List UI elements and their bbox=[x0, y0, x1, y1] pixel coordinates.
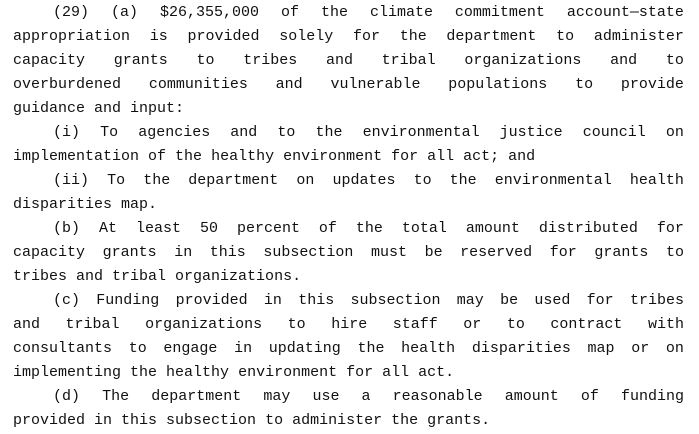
word: for bbox=[346, 364, 374, 381]
word: the bbox=[357, 340, 385, 357]
word: on bbox=[665, 124, 684, 141]
word: the bbox=[391, 412, 419, 429]
word: 50 bbox=[199, 220, 218, 237]
word: to bbox=[556, 28, 575, 45]
text-line bbox=[13, 169, 684, 193]
word: grants bbox=[113, 52, 168, 69]
word: disparities bbox=[471, 340, 571, 357]
text-line bbox=[13, 289, 684, 313]
word: to bbox=[575, 76, 594, 93]
word: environment bbox=[283, 148, 383, 165]
word: disparities bbox=[13, 196, 113, 213]
word: for bbox=[391, 148, 419, 165]
text-line bbox=[13, 361, 684, 385]
word: health bbox=[629, 172, 684, 189]
word: $26,355,000 bbox=[159, 4, 259, 21]
word: At bbox=[98, 220, 117, 237]
word: this bbox=[298, 292, 335, 309]
word: use bbox=[312, 388, 340, 405]
word: tribal bbox=[112, 268, 167, 285]
word: used bbox=[534, 292, 571, 309]
word: implementing bbox=[13, 364, 122, 381]
word: in bbox=[234, 340, 253, 357]
text-line bbox=[13, 145, 684, 169]
word: guidance bbox=[13, 100, 86, 117]
text-line bbox=[13, 73, 684, 97]
word: (c) bbox=[53, 292, 81, 309]
text-line bbox=[13, 241, 684, 265]
word: commitment bbox=[454, 4, 545, 21]
word: and bbox=[610, 52, 638, 69]
word: the bbox=[399, 28, 427, 45]
word: solely bbox=[279, 28, 334, 45]
word: the bbox=[320, 4, 348, 21]
word: implementation bbox=[13, 148, 140, 165]
word: map bbox=[587, 340, 615, 357]
word: engage bbox=[163, 340, 218, 357]
word: environmental bbox=[362, 124, 480, 141]
word: Funding bbox=[96, 292, 160, 309]
word: a bbox=[361, 388, 371, 405]
word: funding bbox=[620, 388, 684, 405]
word: tribes bbox=[629, 292, 684, 309]
word: least bbox=[135, 220, 181, 237]
word: to bbox=[665, 244, 684, 261]
text-line bbox=[13, 409, 684, 433]
word: (29) bbox=[53, 4, 90, 21]
word: climate bbox=[369, 4, 433, 21]
word: act; bbox=[463, 148, 500, 165]
word: of bbox=[148, 148, 167, 165]
word: grants bbox=[594, 244, 649, 261]
word: and bbox=[230, 124, 258, 141]
word: may bbox=[456, 292, 484, 309]
word: health bbox=[401, 340, 456, 357]
word: organizations bbox=[145, 316, 263, 333]
word: The bbox=[102, 388, 130, 405]
word: be bbox=[500, 292, 519, 309]
word: department bbox=[151, 388, 242, 405]
word: capacity bbox=[13, 244, 86, 261]
word: appropriation bbox=[13, 28, 131, 45]
word: (d) bbox=[53, 388, 81, 405]
word: of bbox=[318, 220, 337, 237]
word: (b) bbox=[53, 220, 81, 237]
word: may bbox=[263, 388, 291, 405]
word: in bbox=[174, 244, 193, 261]
word: amount bbox=[504, 388, 559, 405]
text-line bbox=[13, 121, 684, 145]
word: provided bbox=[175, 292, 248, 309]
text-line bbox=[13, 49, 684, 73]
word: the bbox=[175, 148, 203, 165]
word: percent bbox=[236, 220, 300, 237]
text-line bbox=[13, 385, 684, 409]
word: (a) bbox=[110, 4, 138, 21]
word: administer bbox=[292, 412, 383, 429]
word: subsection bbox=[166, 412, 257, 429]
word: to bbox=[413, 172, 432, 189]
word: and bbox=[275, 76, 303, 93]
word: and bbox=[76, 268, 104, 285]
word: council bbox=[582, 124, 646, 141]
word: the bbox=[143, 172, 171, 189]
word: on bbox=[296, 172, 315, 189]
word: (i) bbox=[53, 124, 81, 141]
word: to bbox=[265, 412, 284, 429]
word: for bbox=[586, 292, 614, 309]
word: organizations. bbox=[175, 268, 302, 285]
word: in bbox=[94, 412, 113, 429]
word: healthy bbox=[211, 148, 275, 165]
word: and bbox=[94, 100, 122, 117]
word: of bbox=[580, 388, 599, 405]
word: tribes bbox=[243, 52, 298, 69]
word: environment bbox=[238, 364, 338, 381]
word: updating bbox=[268, 340, 341, 357]
word: distributed bbox=[538, 220, 638, 237]
word: grants. bbox=[427, 412, 491, 429]
word: to bbox=[196, 52, 215, 69]
word: act. bbox=[418, 364, 455, 381]
word: of bbox=[280, 4, 299, 21]
word: or bbox=[463, 316, 482, 333]
word: is bbox=[149, 28, 168, 45]
text-line bbox=[13, 313, 684, 337]
text-line bbox=[13, 217, 684, 241]
word: to bbox=[128, 340, 147, 357]
word: justice bbox=[499, 124, 563, 141]
text-line bbox=[13, 193, 684, 217]
word: to bbox=[506, 316, 525, 333]
word: hire bbox=[331, 316, 368, 333]
word: To bbox=[107, 172, 126, 189]
word: all bbox=[382, 364, 410, 381]
word: the bbox=[315, 124, 343, 141]
word: healthy bbox=[166, 364, 230, 381]
word: to bbox=[665, 52, 684, 69]
word: to bbox=[277, 124, 296, 141]
word: the bbox=[449, 172, 477, 189]
word: capacity bbox=[13, 52, 86, 69]
word: administer bbox=[593, 28, 684, 45]
text-line bbox=[13, 337, 684, 361]
appropriation-section-text bbox=[13, 1, 684, 433]
word: organizations bbox=[464, 52, 582, 69]
word: To bbox=[100, 124, 119, 141]
word: provided bbox=[187, 28, 260, 45]
word: contract bbox=[550, 316, 623, 333]
word: agencies bbox=[138, 124, 211, 141]
word: or bbox=[631, 340, 650, 357]
word: tribes bbox=[13, 268, 68, 285]
word: amount bbox=[465, 220, 520, 237]
word: all bbox=[427, 148, 455, 165]
word: the bbox=[130, 364, 158, 381]
word: subsection bbox=[350, 292, 441, 309]
word: on bbox=[665, 340, 684, 357]
word: and bbox=[508, 148, 536, 165]
word: to bbox=[287, 316, 306, 333]
word: and bbox=[13, 316, 41, 333]
word: updates bbox=[332, 172, 396, 189]
word: reasonable bbox=[392, 388, 483, 405]
word: the bbox=[355, 220, 383, 237]
word: consultants bbox=[13, 340, 113, 357]
word: and bbox=[325, 52, 353, 69]
word: vulnerable bbox=[330, 76, 421, 93]
text-line bbox=[13, 265, 684, 289]
word: for bbox=[656, 220, 684, 237]
word: department bbox=[188, 172, 279, 189]
word: for bbox=[352, 28, 380, 45]
word: with bbox=[647, 316, 684, 333]
word: department bbox=[446, 28, 537, 45]
word: this bbox=[209, 244, 246, 261]
word: in bbox=[263, 292, 282, 309]
word: populations bbox=[448, 76, 548, 93]
word: input: bbox=[130, 100, 185, 117]
word: account—state bbox=[566, 4, 684, 21]
word: tribal bbox=[381, 52, 436, 69]
word: overburdened bbox=[13, 76, 122, 93]
word: grants bbox=[102, 244, 157, 261]
word: environmental bbox=[494, 172, 612, 189]
word: for bbox=[549, 244, 577, 261]
word: provide bbox=[620, 76, 684, 93]
text-line bbox=[13, 97, 684, 121]
word: staff bbox=[392, 316, 438, 333]
text-line bbox=[13, 1, 684, 25]
word: this bbox=[121, 412, 158, 429]
word: provided bbox=[13, 412, 86, 429]
word: reserved bbox=[460, 244, 533, 261]
word: subsection bbox=[263, 244, 354, 261]
word: (ii) bbox=[53, 172, 90, 189]
word: must bbox=[370, 244, 407, 261]
word: total bbox=[401, 220, 447, 237]
word: be bbox=[424, 244, 443, 261]
word: tribal bbox=[65, 316, 120, 333]
word: communities bbox=[148, 76, 248, 93]
text-line bbox=[13, 25, 684, 49]
word: map. bbox=[121, 196, 158, 213]
